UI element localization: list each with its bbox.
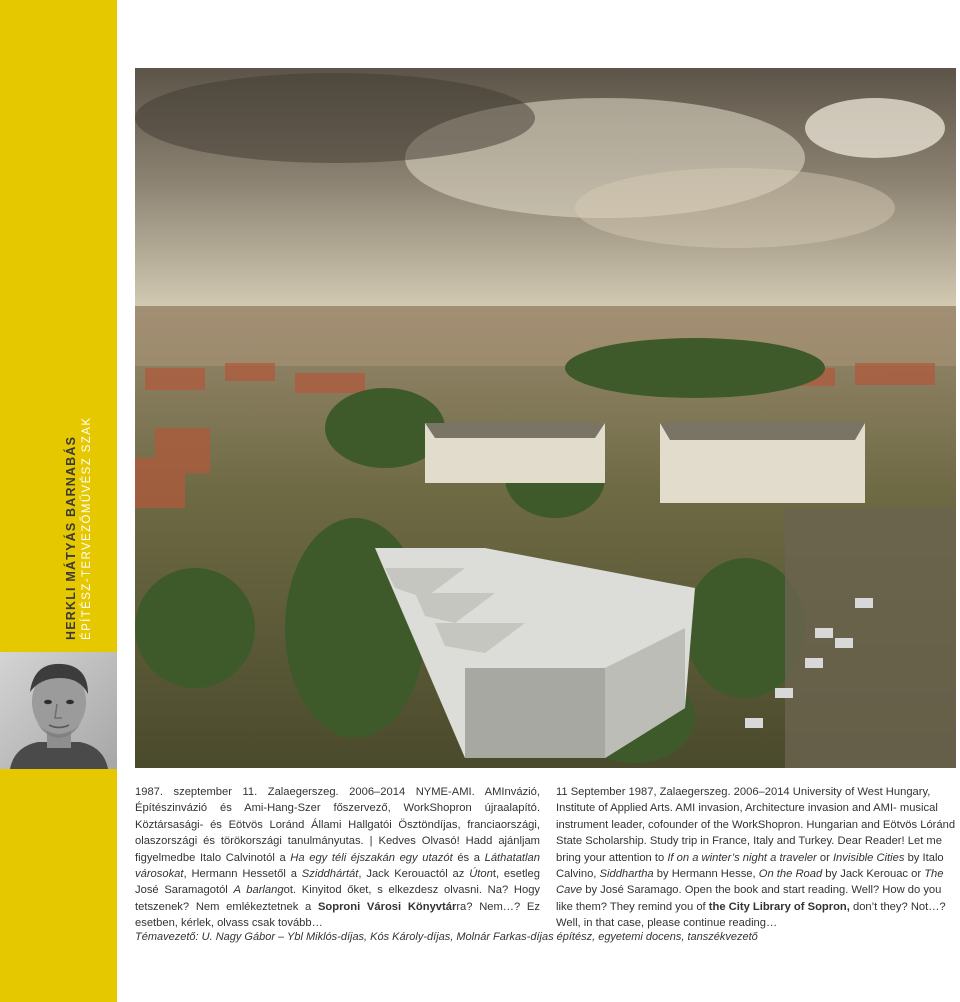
en-library-name: the City Library of Sopron,	[708, 900, 850, 913]
portrait-photo-icon	[0, 652, 117, 769]
en-text: or	[816, 851, 833, 864]
yellow-sidebar	[0, 0, 117, 1002]
hu-text: ra? Nem…? Ez esetben, kérlek, olvass csak tovább…	[135, 900, 540, 930]
department-name: ÉPÍTÉSZ-TERVEZŐMŰVÉSZ SZAK	[81, 416, 93, 640]
hu-library-name: Soproni Városi Könyvtár	[317, 900, 457, 913]
english-biography	[556, 784, 956, 932]
author-name: HERKLI MÁTYÁS BARNABÁS	[64, 435, 78, 640]
hu-text: és a	[452, 851, 485, 864]
hu-text: , Hermann Hessetől a	[183, 868, 302, 881]
hu-book-title: Sziddhártát	[301, 868, 359, 881]
hu-book-title: Ha egy téli éjszakán egy utazót	[290, 851, 453, 864]
hu-book-title: A barlang	[233, 884, 284, 897]
supervisor-credit: Témavezető: U. Nagy Gábor – Ybl Miklós-díjas, Kós Károly-díjas, Molnár Farkas-díjas építész, egyetemi docens, tanszékvezető	[135, 931, 758, 943]
en-book-title: Invisible Cities	[832, 851, 905, 864]
en-text: by Italo Calvino,	[556, 851, 944, 881]
hu-book-title: Úton	[469, 868, 493, 881]
en-text: by José Saramago. Open the book and start reading. Well? How do you like them? They remind you of	[556, 884, 942, 913]
hu-text: 1987. szeptember 11. Zalaegerszeg. 2006–2014 NYME-AMI. AMInvázió, Építészinvázió és Ami-Hang-Szer főszervező, WorkShopron újraalapító. Köztársasági- és Eötvös Loránd Állami Hallgatói Ösztöndíjas, franciaországi, olaszországi és törökországi tanulmányutas. | Kedves Olvasó! Hadd ajánljam figyelmedbe Italo Calvinotól a	[135, 786, 540, 864]
hero-aerial-rendering-icon	[135, 68, 956, 768]
en-text: 11 September 1987, Zalaegerszeg. 2006–2014 University of West Hungary, Institute of Applied Arts. AMI invasion, Architecture invasion and AMI- musical instrument leader, cofounder of the WorkShopron. Hungarian and Eötvös Lóránd State Scholarship. Study trip in France, Italy and Turkey. Dear Reader! Let me bring your attention to	[556, 786, 956, 864]
en-book-title: The Cave	[556, 868, 944, 897]
en-book-title: Siddhartha	[599, 868, 654, 881]
en-text: by Jack Kerouac or	[822, 868, 925, 881]
hu-book-title: Láthatatlan városokat	[135, 851, 540, 881]
en-text: by Hermann Hesse,	[653, 868, 759, 881]
english-paragraph	[556, 784, 956, 932]
hungarian-paragraph	[135, 784, 540, 932]
hu-text: , Jack Kerouactól az	[358, 868, 470, 881]
hu-text: t, esetleg José Saramagotól	[135, 868, 540, 897]
en-book-title: If on a winter’s night a traveler	[667, 851, 817, 864]
hungarian-biography	[135, 784, 540, 932]
en-book-title: On the Road	[758, 868, 823, 881]
hu-text: ot. Kinyitod őket, s elkezdesz olvasni. Na? Hogy tetszenek? Nem emlékeztetnek a	[135, 884, 541, 913]
en-text: don’t they? Not…? Well, in that case, please continue reading…	[556, 900, 946, 930]
